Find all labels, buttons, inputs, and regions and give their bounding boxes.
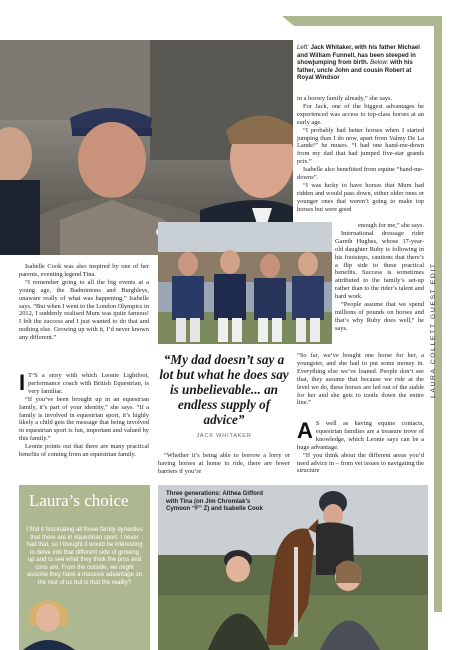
paragraph: “So far, we’ve bought one horse for her, a youngster, and she had to put some money in. Everything else we’ve loaned. People don’t see that, they assume that because we ride at the level we do, these horses are led out of the stable for her and she gets to tootle down the entire line.”: [297, 352, 424, 407]
body-column-left-second: [19, 372, 149, 459]
paragraph: T’S a story with which Leonie Lightfoot, performance coach with British Equestrian, is very familiar.: [28, 372, 149, 395]
caption-top: [297, 44, 429, 82]
paragraph: “If you’ve been brought up in an equestrian family, it’s part of your identity,” she says. “If a family is involved in equestrian sport, it’s highly likely a child gets the message that being involved in equestrian sport is fun, important and valued by this family.”: [19, 395, 149, 443]
section-label: LAURA COLLETT GUEST EDIT: [430, 262, 437, 398]
body-column-left: [19, 263, 149, 342]
caption-text-left: Jack Whitaker, with his father Michael and William Funnell, has been steeped in showjumping from birth.: [297, 44, 420, 67]
paragraph: Leonie points out that there are many practical benefits of coming from an equestrian family.: [19, 443, 149, 459]
pull-quote-attribution: JACK WHITAKER: [196, 433, 252, 439]
sidebar-text: I find it fascinating all those family dynasties that there are in equestrian sport. I never had that, so I thought it would be interesting to delve into that different side of growing up and to see what they think the pros and cons are. From the outside, we might assume they have a massive advantage on the rest of us but is that the reality?: [26, 527, 143, 586]
paragraph: “If you think about the different areas you’d need advice in – from vet issues to navigating the structure: [297, 451, 424, 475]
photo-royal-windsor-illustration: [158, 222, 332, 344]
accent-bar-top: [282, 16, 434, 26]
paragraph: enough for me,” she says.: [357, 222, 424, 229]
photo-laura-collett: [19, 586, 79, 650]
paragraph: Isabelle Cook was also inspired by one of her parents, eventing legend Tina.: [19, 263, 149, 278]
caption-text-below: with his father, uncle John and cousin Robert at Royal Windsor: [297, 59, 413, 82]
caption-label-below: Below:: [370, 59, 389, 67]
sidebar-title: Laura’s choice: [29, 491, 129, 510]
body-column-right-mid: [297, 352, 424, 407]
paragraph: “People assume that we spend millions of pounds on horses and that’s why Ruby does well,” he says.: [335, 301, 424, 332]
paragraph: “I was lucky to have horses that Mum had ridden and would pass down, either older ones or younger ones that weren’t going to make top horses but were good: [297, 181, 424, 213]
paragraph: “Whether it’s being able to borrow a lorry or having horses at home to ride, there are fewer barriers if you’re: [158, 452, 290, 475]
body-column-middle: [158, 452, 290, 476]
caption-text-bottom: Three generations: Althea Gifford with Tina (on Jim Chromiak’s Cymoon “F” Z) and Isabelle Cook: [166, 490, 263, 513]
paragraph: “I probably had better horses when I started jumping than I do now, apart from Valmy De La Lande!” he muses. “I had one hand-me-down from my dad that had jumped five-star grands prix.”: [297, 126, 424, 166]
sidebar-lauras-choice: [19, 485, 150, 650]
paragraph: in a horsey family already,” she says.: [297, 95, 393, 102]
caption-label-left: Left:: [297, 44, 309, 51]
pull-quote: [158, 352, 290, 444]
drop-cap: A: [297, 418, 313, 443]
paragraph: S well as having equine contacts, equestrian families are a treasure trove of knowledge, which Leonie says can be a huge advantage.: [297, 420, 424, 451]
body-column-right-top: [297, 95, 424, 214]
paragraph: Isabelle also benefitted from equine “hand-me-downs”.: [297, 166, 424, 182]
body-column-right-wrap: [335, 222, 424, 333]
pull-quote-text: “My dad doesn’t say a lot but what he does say is unbelievable... an endless supply of advice”: [159, 352, 289, 427]
paragraph: International dressage rider Gareth Hughes, whose 17-year-old daughter Ruby is following in his footsteps, cautions that there’s a flip side to these practical benefits. Success is sometimes attributed to the family’s set-up rather than to the rider’s talent and hard work.: [335, 229, 424, 301]
body-column-right-bottom: [297, 420, 424, 475]
paragraph: For Jack, one of the biggest advantages he experienced was access to top-class horses at an early age.: [297, 102, 424, 126]
photo-royal-windsor: [158, 222, 332, 344]
caption-bottom: [166, 490, 266, 513]
paragraph: “I remember going to all the big events at a young age, the Badmintons and Burghleys, unaware really of what was happening,” Isabelle says. “But when I went to the London Olympics in 2012, I suddenly realised Mum was quite famous! I felt the success and I just wanted to do that and nothing else. Growing up with it, I’d never known any different.”: [19, 278, 149, 342]
drop-cap: I: [19, 370, 26, 395]
